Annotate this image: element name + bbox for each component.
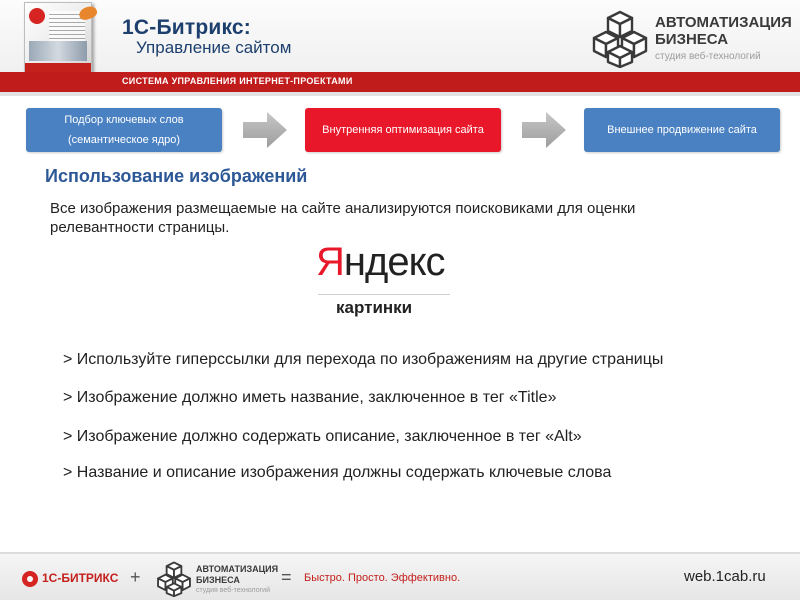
bitrix-logo-icon <box>22 571 38 587</box>
brand-subtitle: студия веб-технологий <box>655 51 761 62</box>
list-item: > Изображение должно содержать описание, заключенное в тег «Alt» <box>63 428 582 445</box>
yandex-images-logo: Яндекс картинки <box>314 240 454 326</box>
flow-step-keywords: Подбор ключевых слов (семантическое ядро) <box>26 108 222 152</box>
cubes-logo-icon <box>155 561 193 597</box>
list-item: > Изображение должно иметь название, заключенное в тег «Title» <box>63 389 557 406</box>
list-item: > Название и описание изображения должны содержать ключевые слова <box>63 464 612 481</box>
arrow-right-icon <box>522 112 566 148</box>
flow-step-external-promotion: Внешнее продвижение сайта <box>584 108 780 152</box>
flow-step-internal-optimization: Внутренняя оптимизация сайта <box>305 108 501 152</box>
footer-brand-title: АВТОМАТИЗАЦИЯ БИЗНЕСА <box>196 564 279 585</box>
brand-title: АВТОМАТИЗАЦИЯ БИЗНЕСА <box>655 14 792 48</box>
footer-bitrix-label: 1С-БИТРИКС <box>42 571 119 585</box>
section-title: Использование изображений <box>45 166 308 186</box>
arrow-right-icon <box>243 112 287 148</box>
yandex-caption: картинки <box>336 298 413 317</box>
intro-text: Все изображения размещаемые на сайте анализируются поисковиками для оценки релевантности страницы. <box>50 200 636 236</box>
bitrix-logo-icon <box>29 8 45 24</box>
list-item: > Используйте гиперссылки для перехода по изображениям на другие страницы <box>63 351 664 368</box>
product-title: 1С-Битрикс: <box>122 16 251 39</box>
header-bar-text: СИСТЕМА УПРАВЛЕНИЯ ИНТЕРНЕТ-ПРОЕКТАМИ <box>122 76 353 86</box>
header-red-bar <box>0 72 800 92</box>
footer-url: web.1cab.ru <box>684 568 766 585</box>
product-subtitle: Управление сайтом <box>136 38 292 57</box>
footer <box>0 552 800 600</box>
footer-brand-subtitle: студия веб-технологий <box>196 587 270 594</box>
footer-equals-sign: = <box>281 567 292 587</box>
footer-slogan: Быстро. Просто. Эффективно. <box>304 572 461 584</box>
header <box>0 0 800 96</box>
cubes-logo-icon <box>589 10 651 68</box>
butterfly-icon <box>77 4 98 21</box>
footer-plus-sign: + <box>130 567 141 587</box>
